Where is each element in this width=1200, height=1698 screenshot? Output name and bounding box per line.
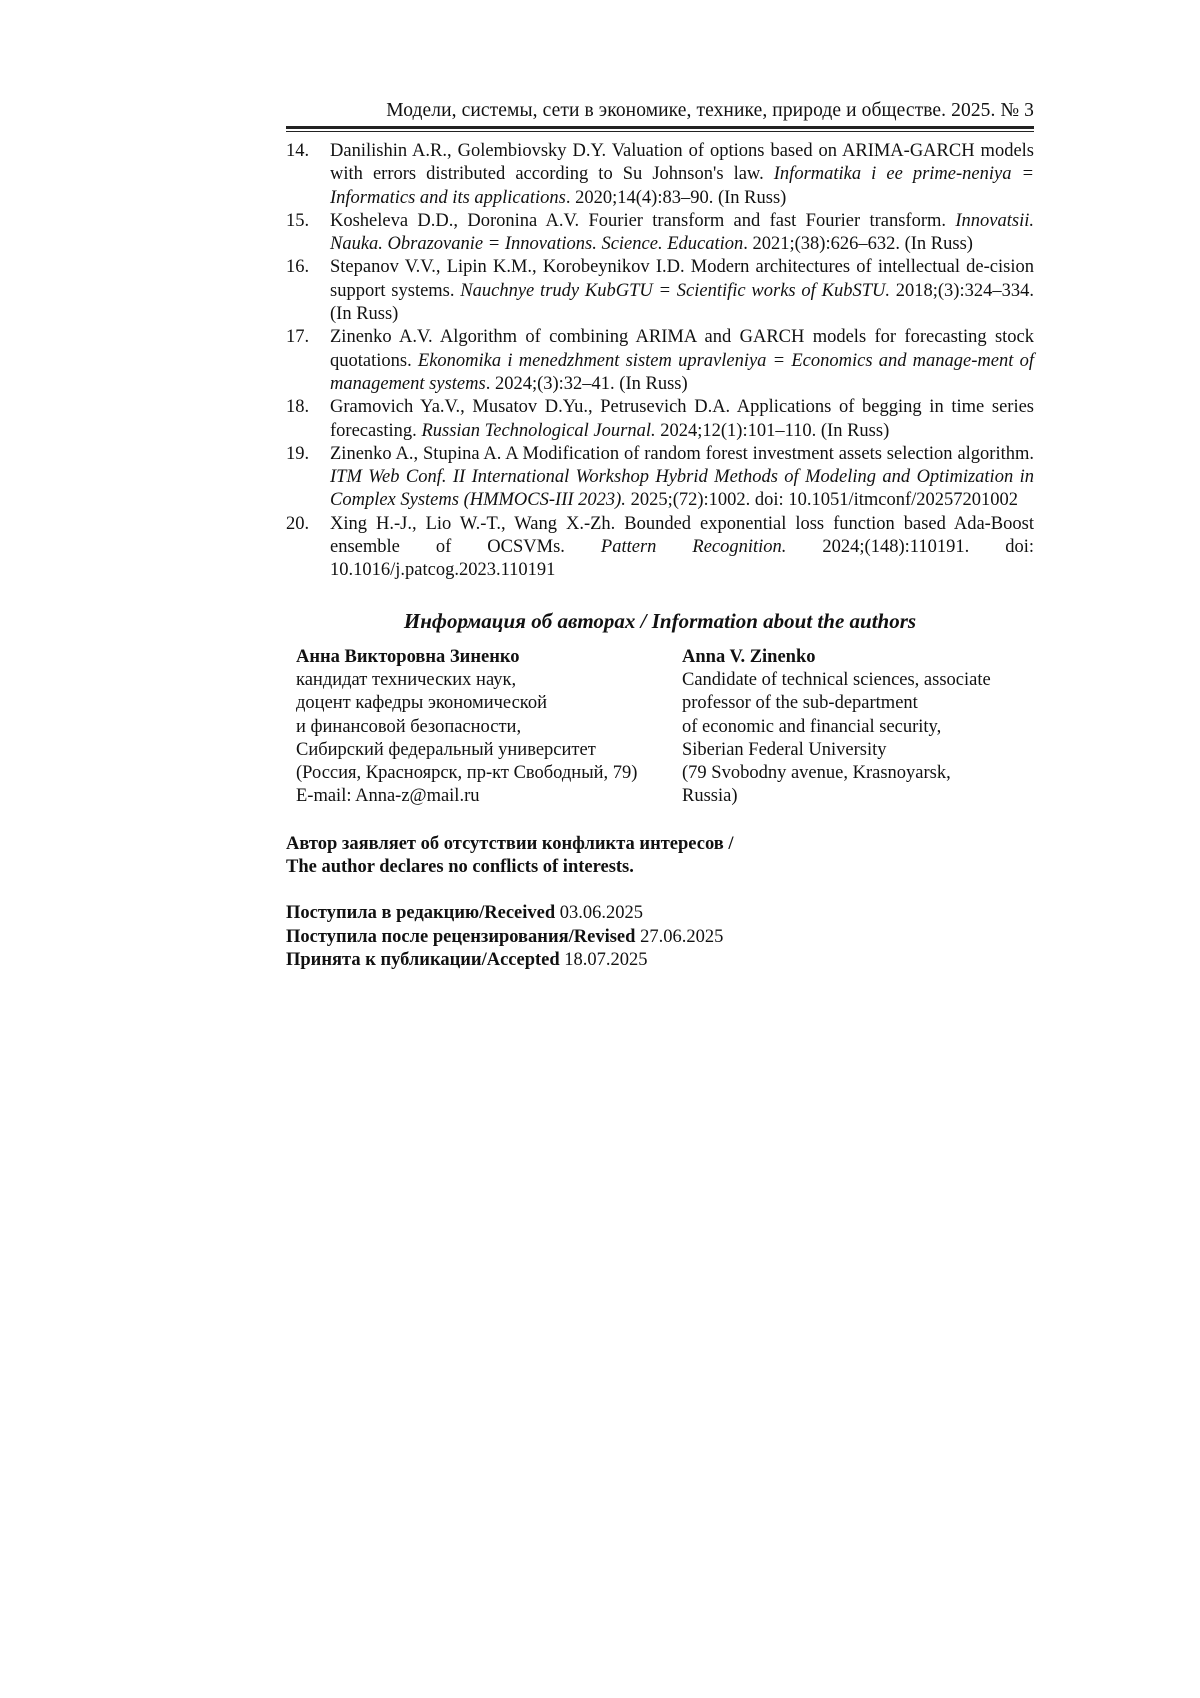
reference-authors-title: Zinenko A., Stupina A. A Modification of random forest investment assets selection algorithm. bbox=[330, 443, 1034, 464]
author-email: E-mail: Anna-z@mail.ru bbox=[296, 786, 480, 807]
reference-journal: ITM Web Conf. II International Workshop Hybrid Methods of Modeling and Optimization in Complex Systems (HMMOCS-III 2023). bbox=[330, 467, 1034, 511]
author-line-en: of economic and financial security, bbox=[682, 716, 942, 737]
reference-authors-title: Xing H.-J., Lio W.-T., Wang X.-Zh. Bounded exponential loss function based Ada-Boost ensemble of OCSVMs. bbox=[330, 513, 1034, 558]
author-line-ru: и финансовой безопасности, bbox=[296, 716, 522, 737]
reference-details: 2024;12(1):101–110. (In Russ) bbox=[655, 420, 890, 441]
reference-number: 19. bbox=[286, 443, 310, 464]
author-line-ru: Сибирский федеральный университет bbox=[296, 739, 596, 760]
reference-details: 2024;(148):110191. doi: 10.1016/j.patcog.2023.110191 bbox=[330, 537, 1034, 581]
revised-date: 27.06.2025 bbox=[635, 926, 724, 947]
reference-text bbox=[330, 256, 1034, 326]
revised-date-row bbox=[286, 926, 1034, 949]
reference-number: 20. bbox=[286, 513, 310, 534]
author-info-en bbox=[682, 646, 1034, 809]
reference-item bbox=[286, 513, 1034, 583]
reference-details: . 2021;(38):626–632. (In Russ) bbox=[743, 234, 973, 255]
reference-authors-title: Zinenko A.V. Algorithm of combining ARIMA and GARCH models for forecasting stock quotations. bbox=[330, 327, 1034, 371]
author-name-ru: Анна Викторовна Зиненко bbox=[296, 646, 520, 667]
publication-dates bbox=[286, 902, 1034, 972]
reference-number: 15. bbox=[286, 210, 310, 231]
conflict-statement bbox=[286, 833, 1034, 880]
conflict-line-en: The author declares no conflicts of interests. bbox=[286, 857, 634, 878]
reference-item bbox=[286, 256, 1034, 326]
received-label: Поступила в редакцию/Received bbox=[286, 903, 556, 924]
author-line-en: Russia) bbox=[682, 786, 738, 807]
header-rule-thin bbox=[286, 131, 1034, 132]
author-info-ru bbox=[286, 646, 682, 809]
reference-text bbox=[330, 326, 1034, 396]
reference-item bbox=[286, 210, 1034, 257]
author-line-en: (79 Svobodny avenue, Krasnoyarsk, bbox=[682, 763, 951, 784]
author-line-en: Candidate of technical sciences, associate bbox=[682, 669, 991, 690]
received-date-row bbox=[286, 902, 1034, 925]
reference-text bbox=[330, 443, 1034, 513]
reference-item bbox=[286, 326, 1034, 396]
reference-journal: Informatika i ee prime-neniya = Informatics and its applications bbox=[330, 164, 1035, 208]
reference-number: 17. bbox=[286, 327, 310, 348]
reference-journal: Nauchnye trudy KubGTU = Scientific works of KubSTU. bbox=[460, 280, 890, 301]
reference-details: . 2024;(3):32–41. (In Russ) bbox=[485, 373, 688, 394]
reference-item bbox=[286, 140, 1034, 210]
author-name-en: Anna V. Zinenko bbox=[682, 646, 816, 667]
reference-list bbox=[286, 140, 1034, 583]
received-date: 03.06.2025 bbox=[555, 903, 644, 924]
header-rule-thick bbox=[286, 126, 1034, 129]
reference-text bbox=[330, 140, 1034, 210]
reference-journal: Pattern Recognition. bbox=[600, 537, 787, 558]
reference-number: 14. bbox=[286, 141, 310, 161]
reference-details: 2018;(3):324–334. (In Russ) bbox=[330, 280, 1034, 325]
journal-page bbox=[286, 100, 1034, 972]
author-line-ru: (Россия, Красноярск, пр-кт Свободный, 79) bbox=[296, 763, 638, 784]
reference-number: 18. bbox=[286, 397, 310, 418]
reference-text bbox=[330, 396, 1034, 443]
reference-item bbox=[286, 396, 1034, 443]
reference-details: . 2020;14(4):83–90. (In Russ) bbox=[565, 187, 787, 208]
authors-section-title: Информация об авторах / Information about the authors bbox=[403, 608, 917, 633]
author-info-table bbox=[286, 646, 1034, 809]
author-line-en: professor of the sub-department bbox=[682, 693, 918, 714]
running-title: Модели, системы, сети в экономике, технике, природе и обществе. 2025. № 3 bbox=[386, 100, 1034, 121]
reference-authors-title: Stepanov V.V., Lipin K.M., Korobeynikov I.D. Modern architectures of intellectual de-cision support systems. bbox=[330, 257, 1034, 301]
accepted-date: 18.07.2025 bbox=[559, 949, 648, 970]
reference-journal: Russian Technological Journal. bbox=[421, 420, 656, 441]
conflict-line-ru: Автор заявляет об отсутствии конфликта интересов / bbox=[286, 833, 734, 854]
reference-text bbox=[330, 210, 1034, 257]
reference-item bbox=[286, 443, 1034, 513]
reference-number: 16. bbox=[286, 257, 310, 278]
reference-authors-title: Gramovich Ya.V., Musatov D.Yu., Petrusevich D.A. Applications of begging in time series forecasting. bbox=[330, 397, 1034, 441]
accepted-label: Принята к публикации/Accepted bbox=[286, 949, 560, 970]
reference-details: 2025;(72):1002. doi: 10.1051/itmconf/20257201002 bbox=[625, 490, 1019, 511]
reference-authors-title: Kosheleva D.D., Doronina A.V. Fourier transform and fast Fourier transform. bbox=[330, 210, 956, 231]
accepted-date-row bbox=[286, 949, 1034, 972]
reference-text bbox=[330, 513, 1034, 583]
reference-authors-title: Danilishin A.R., Golembiovsky D.Y. Valuation of options based on ARIMA-GARCH models with errors distributed according to Su Johnson's law. bbox=[330, 141, 1034, 185]
author-line-ru: кандидат технических наук, bbox=[296, 669, 517, 690]
author-line-ru: доцент кафедры экономической bbox=[296, 693, 548, 714]
revised-label: Поступила после рецензирования/Revised bbox=[286, 926, 636, 947]
reference-journal: Innovatsii. Nauka. Obrazovanie = Innovations. Science. Education bbox=[330, 210, 1034, 255]
author-line-en: Siberian Federal University bbox=[682, 739, 887, 760]
reference-journal: Ekonomika i menedzhment sistem upravleniya = Economics and manage-ment of management systems bbox=[330, 350, 1034, 394]
